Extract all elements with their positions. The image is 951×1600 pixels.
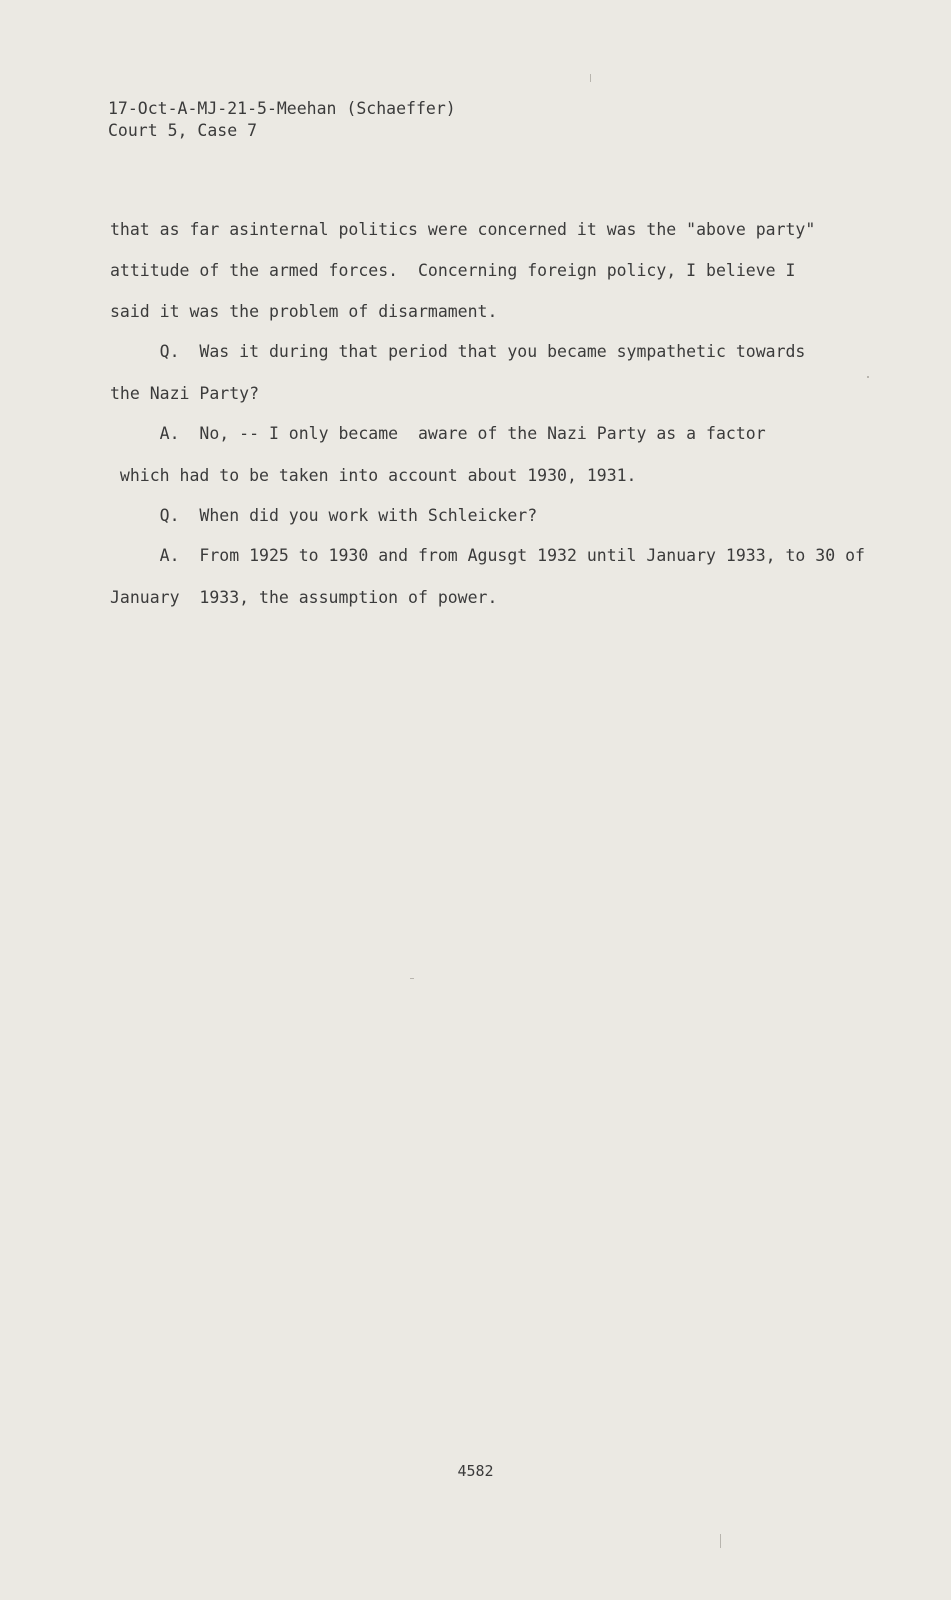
court-case: Court 5, Case 7 bbox=[108, 121, 258, 140]
transcript-line: the Nazi Party? bbox=[110, 384, 260, 403]
case-reference: 17-Oct-A-MJ-21-5-Meehan (Schaeffer) bbox=[108, 99, 456, 118]
transcript-line: A. No, -- I only became aware of the Nazi Party as a factor bbox=[110, 424, 766, 443]
case-header bbox=[108, 98, 456, 142]
paper-speck bbox=[720, 1534, 721, 1548]
transcript-line: A. From 1925 to 1930 and from Agusgt 1932 until January 1933, to 30 of bbox=[110, 546, 865, 565]
paper-speck bbox=[867, 376, 869, 378]
paper-speck bbox=[410, 978, 414, 979]
transcript-line: January 1933, the assumption of power. bbox=[110, 588, 498, 607]
paper-speck bbox=[590, 74, 591, 82]
transcript-line: which had to be taken into account about 1930, 1931. bbox=[110, 466, 637, 485]
page-number: 4582 bbox=[457, 1462, 494, 1480]
transcript-line: that as far asinternal politics were concerned it was the "above party" bbox=[110, 220, 816, 239]
transcript-line: Q. Was it during that period that you became sympathetic towards bbox=[110, 342, 806, 361]
transcript-line: said it was the problem of disarmament. bbox=[110, 302, 498, 321]
transcript-line: Q. When did you work with Schleicker? bbox=[110, 506, 538, 525]
transcript-line: attitude of the armed forces. Concerning foreign policy, I believe I bbox=[110, 261, 796, 280]
